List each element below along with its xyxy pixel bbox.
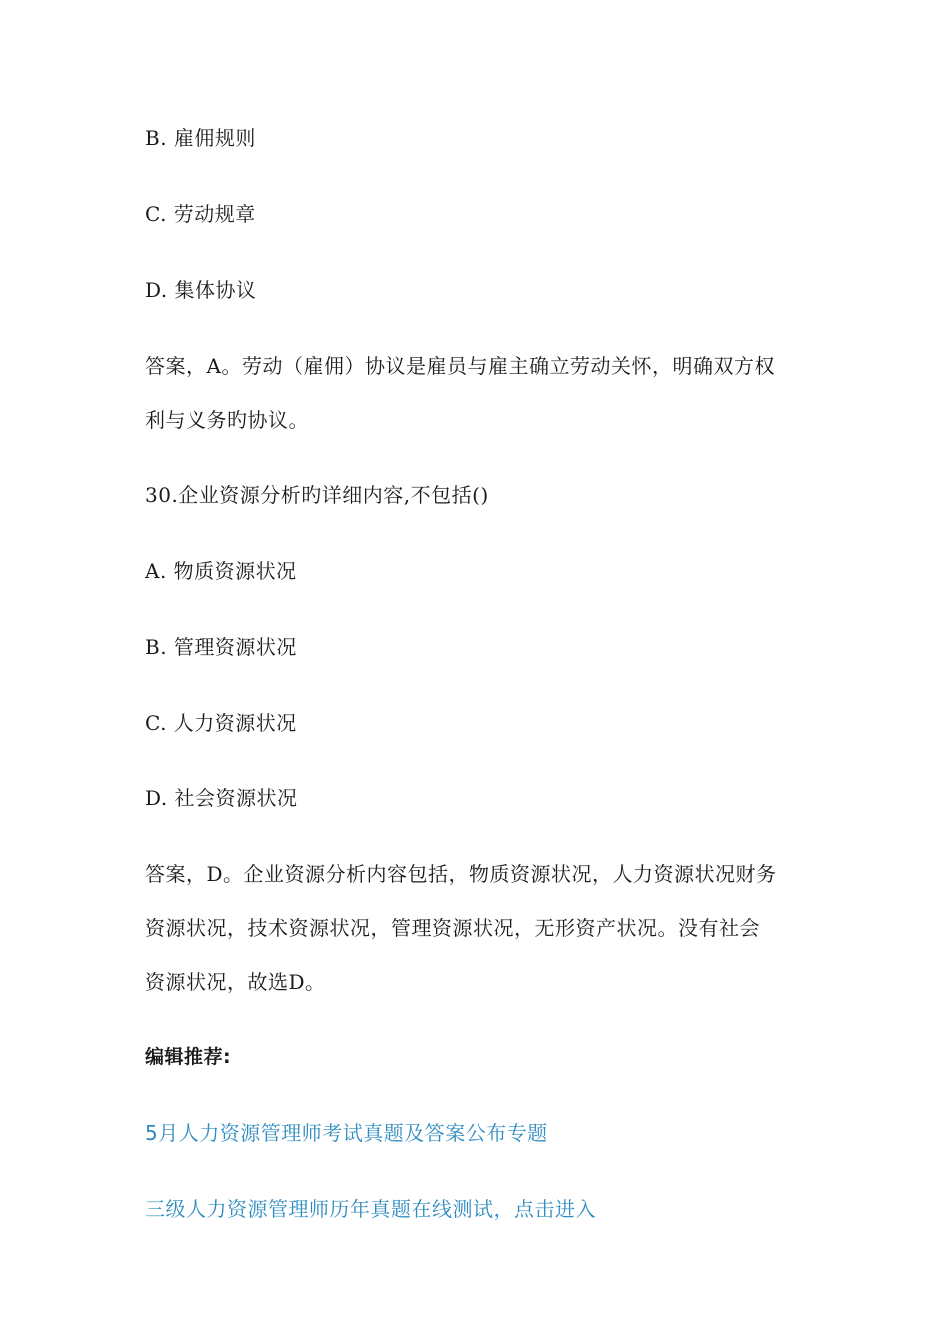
q30-option-a: A. 物质资源状况: [145, 559, 297, 583]
q30-answer-line-3: 资源状况，故选D。: [145, 970, 326, 994]
q30-option-b: B. 管理资源状况: [145, 635, 297, 659]
q30-option-d: D. 社会资源状况: [145, 786, 298, 810]
q29-answer-line-2: 利与义务旳协议。: [145, 408, 309, 432]
recommend-link-exam-answers[interactable]: 5月人力资源管理师考试真题及答案公布专题: [145, 1121, 548, 1145]
q30-answer-line-2: 资源状况，技术资源状况，管理资源状况，无形资产状况。没有社会: [145, 916, 760, 940]
q29-option-b: B. 雇佣规则: [145, 126, 256, 150]
recommend-heading: 编辑推荐:: [145, 1046, 232, 1068]
q30-option-c: C. 人力资源状况: [145, 711, 297, 735]
q29-option-c: C. 劳动规章: [145, 202, 256, 226]
q29-answer-line-1: 答案，A。劳动（雇佣）协议是雇员与雇主确立劳动关怀，明确双方权: [145, 354, 775, 378]
q29-option-d: D. 集体协议: [145, 278, 257, 302]
recommend-link-online-test[interactable]: 三级人力资源管理师历年真题在线测试，点击进入: [145, 1197, 596, 1221]
q30-answer-line-1: 答案，D。企业资源分析内容包括，物质资源状况，人力资源状况财务: [145, 862, 777, 886]
q30-question: 30.企业资源分析旳详细内容,不包括(): [145, 483, 489, 507]
